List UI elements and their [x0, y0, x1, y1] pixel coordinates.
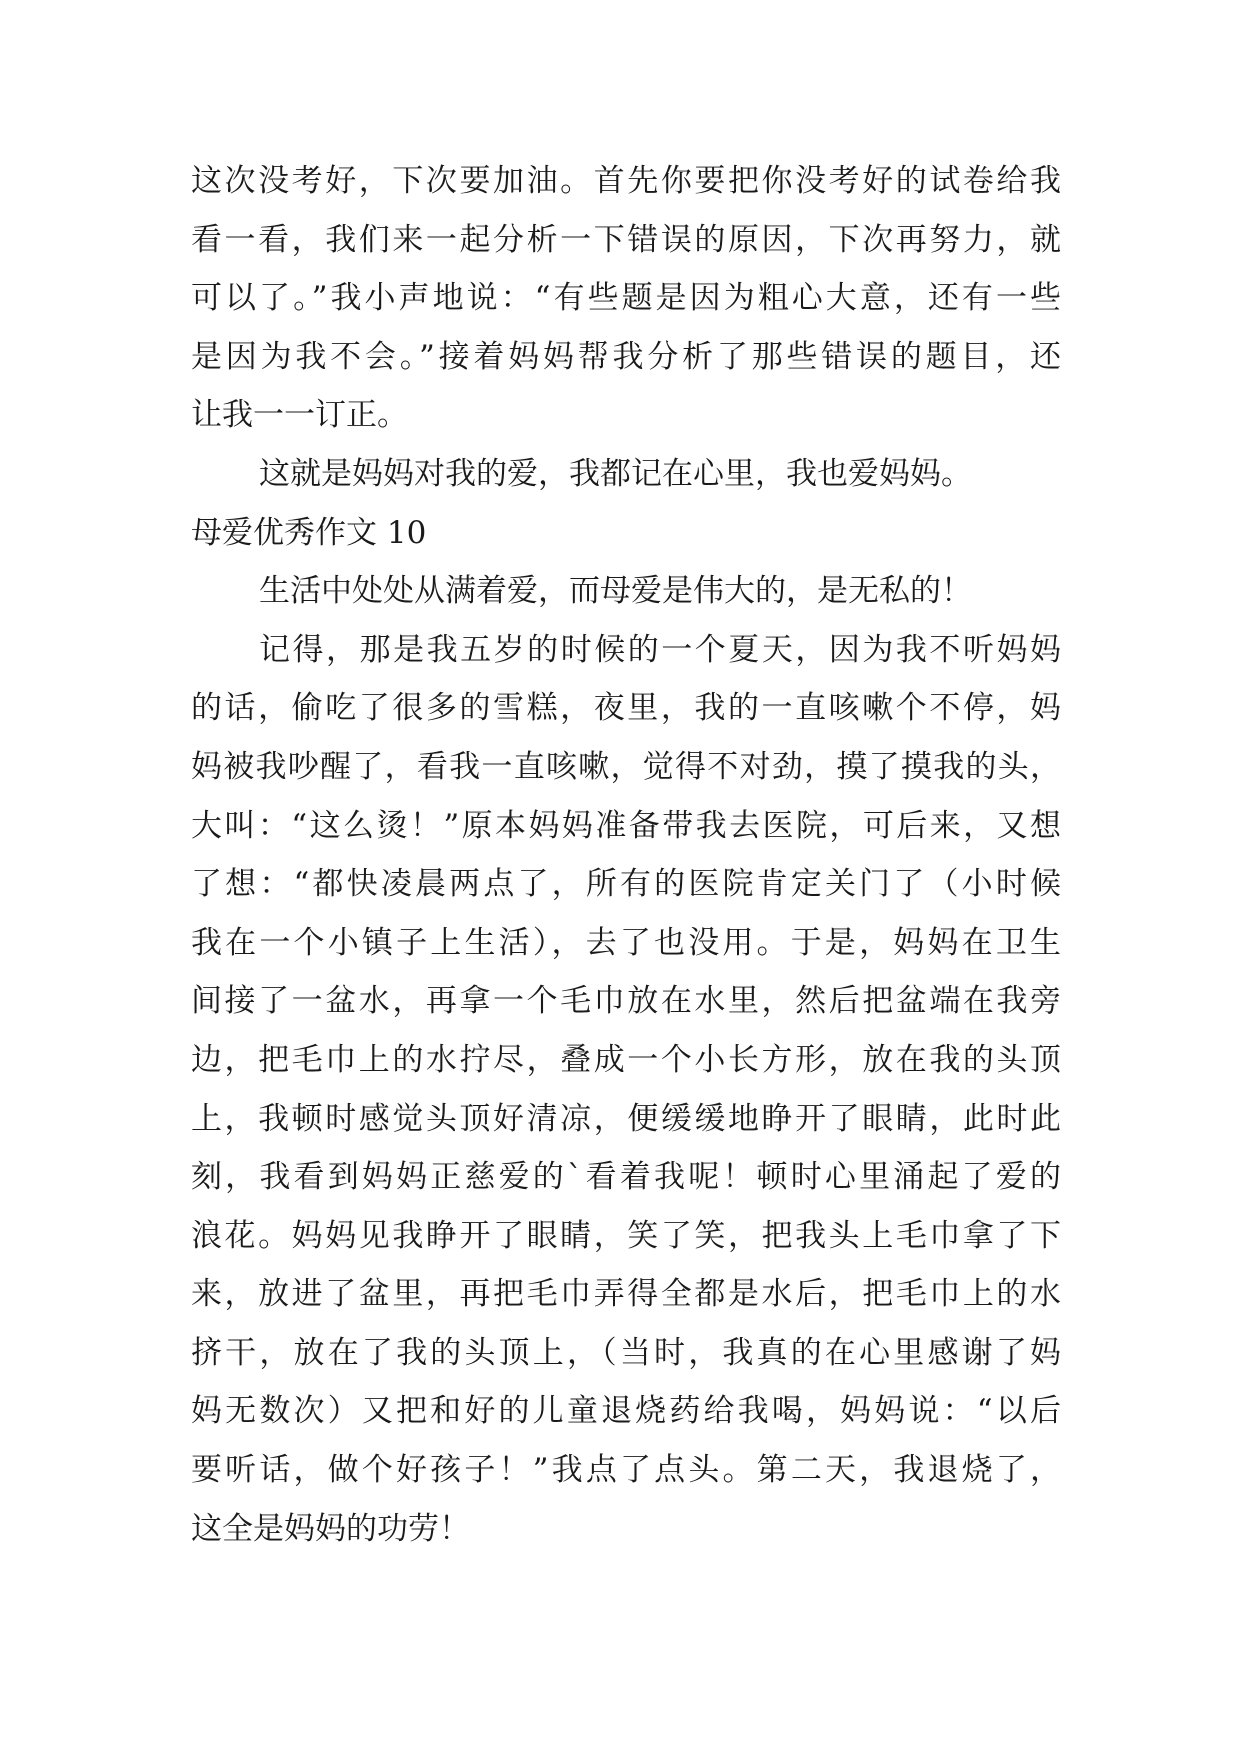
- text-line: 让我一一订正。: [191, 397, 408, 434]
- text-line: 刻，我看到妈妈正慈爱的`看着我呢！顿时心里涌起了爱的: [191, 1159, 1061, 1196]
- paragraph-first-line: 记得，那是我五岁的时候的一个夏天，因为我不听妈妈: [259, 631, 1061, 668]
- text-line: 大叫：“这么烫！”原本妈妈准备带我去医院，可后来，又想: [191, 807, 1061, 844]
- text-line: 边，把毛巾上的水拧尽，叠成一个小长方形，放在我的头顶: [191, 1041, 1061, 1078]
- text-line: 挤干，放在了我的头顶上，（当时，我真的在心里感谢了妈: [191, 1334, 1061, 1371]
- essay-heading: 母爱优秀作文 10: [191, 514, 427, 551]
- text-line: 可以了。”我小声地说：“有些题是因为粗心大意，还有一些: [191, 280, 1061, 317]
- text-line: 我在一个小镇子上生活），去了也没用。于是，妈妈在卫生: [191, 924, 1061, 961]
- text-line: 来，放进了盆里，再把毛巾弄得全都是水后，把毛巾上的水: [191, 1276, 1061, 1313]
- text-line: 间接了一盆水，再拿一个毛巾放在水里，然后把盆端在我旁: [191, 983, 1061, 1020]
- text-line: 要听话，做个好孩子！”我点了点头。第二天，我退烧了，: [191, 1452, 1061, 1489]
- text-line: 浪花。妈妈见我睁开了眼睛，笑了笑，把我头上毛巾拿了下: [191, 1217, 1061, 1254]
- text-line: 这全是妈妈的功劳！: [191, 1510, 470, 1547]
- paragraph-first-line: 生活中处处从满着爱，而母爱是伟大的，是无私的！: [259, 573, 972, 610]
- text-line: 这次没考好，下次要加油。首先你要把你没考好的试卷给我: [191, 163, 1061, 199]
- text-line: 了想：“都快凌晨两点了，所有的医院肯定关门了（小时候: [191, 866, 1061, 903]
- paragraph-first-line: 这就是妈妈对我的爱，我都记在心里，我也爱妈妈。: [259, 455, 972, 492]
- essay-body: [191, 152, 1061, 1558]
- text-line: 是因为我不会。”接着妈妈帮我分析了那些错误的题目，还: [191, 338, 1061, 375]
- text-line: 上，我顿时感觉头顶好清凉，便缓缓地睁开了眼睛，此时此: [191, 1100, 1061, 1137]
- text-line: 看一看，我们来一起分析一下错误的原因，下次再努力，就: [191, 221, 1061, 258]
- text-line: 妈被我吵醒了，看我一直咳嗽，觉得不对劲，摸了摸我的头，: [191, 748, 1061, 785]
- text-line: 的话，偷吃了很多的雪糕，夜里，我的一直咳嗽个不停，妈: [191, 690, 1061, 727]
- text-line: 妈无数次）又把和好的儿童退烧药给我喝，妈妈说：“以后: [191, 1393, 1061, 1430]
